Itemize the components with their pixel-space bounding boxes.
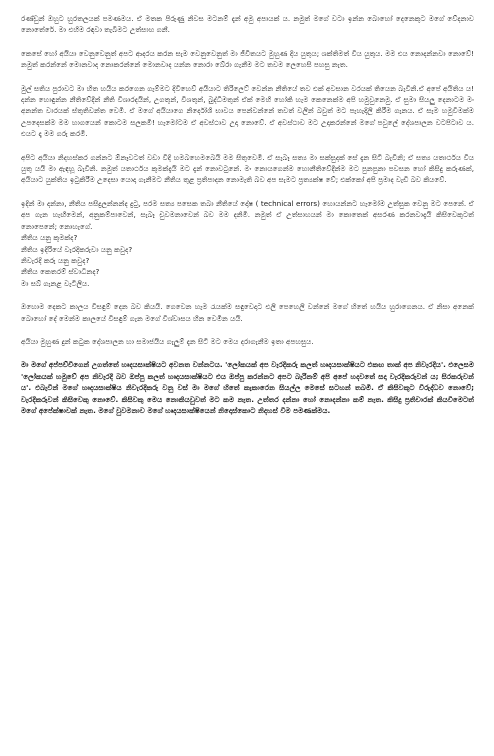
paragraph-4: අපිට අයියා නිදහස්කර ගන්නට ඕනෑවටත් වඩා විදි හමබහෙමබෙයි මම සිතුවෙමි. ඒ සැබෑ සත්‍ය මා සක්සුදක් සේ දැන සිටි බැවිනි; ඒ සත්‍ය යතාර්ථය විය යුතු යයි මා ඇඳහූ බැවිනි. නමුත් යතාර්ථය කුමක්දැයි මට දැන් නොවටුනේ. මං නොයගෙන්ම හොනීතිවේදීන්ම මට පුනපුනා පවසන හෝ කිසිදු කරුණක්, අයියාට යුක්තිය ඉටුකිරීම උදෙසා යොදා ගැනීමට නීතිය තුළ ප්‍රතිපාදන නොමැති බව අප සැමට ප්‍රත්‍යක්ෂ වේ; එක්කෝ අපි ප්‍රමාද වැඩි බව කියවේ. bbox=[21, 152, 474, 185]
paragraph-1: රණ්ඩුන් ඔහුට හුරතලයක් පමණමය. ඒ මතක පිරුණු නිවස මටනම් දැන් අමු අපායක් ය. නමුත් මගේ වටා ඉන්න බොහෝ දෙනෙකුට මගේ වේදනාව නොතේරේ. මා එහිම රඳවා තැබීමට උත්සාහ ගනී. bbox=[21, 14, 474, 35]
question-line: මා සබ් ගැනළ වැටිලිය. bbox=[21, 278, 90, 288]
paragraph-6: ඔහොම දෙකට කාලය විසඳුම් දෙන බව කියයි. ගෙවෙන හැම රැයක්ම සඳුවෙදාට එලි පෙහෙලි වන්නේ මගේ හිතේ හයිය හුරාගෙනය. ඒ නිසා අනෙක් බොහෝ දේ මෙන්ම කාලයේ විසඳුම් ගැන මගේ විශ්වාසය හීන වෙමින යයි. bbox=[21, 302, 474, 323]
question-line: නීතිය යනු කුමක්ද? bbox=[21, 233, 78, 243]
paragraph-7: අයියා මුහුණ දුන් කටුක දේශපාලන හා සමාජයීය ගැලුම් දැන සිටි මට මෙය දරාගැනීම ඉතා අපහසුය. bbox=[21, 336, 314, 346]
question-line: නීතිය ඉදිරියේ වැරදිකරුවා යනු කවුද? bbox=[21, 244, 133, 254]
question-list bbox=[21, 232, 474, 289]
question-line: නිවැරදි කරු යනු කවුද? bbox=[21, 255, 90, 265]
paragraph-3: මුල් සතිය පුරාවට මා හිත හයිය කරගෙන ගැම්මට දිවිහෙව් අයියාට තිරිලෙට් වෙන්න නීතියේ තව එක් අවසාන වරයක් තියෙන බැවිනි.ඒ අපේ අයිතිය ය! දන්න හොඳුන්න නීතිවේදීන් නීති විශාරදයින්, උගතුන්, විශතුන්, බුද්ධිමතුන් ඒක් මෙහි හෝකි හැම කෙනෙක්ම අපි හමුවුනෙමු. ඒ සුමා සියලු දෙනාටම මං අනන්ත වාරයක් ස්තුතිවන්ත වෙමි. ඒ මගේ අයියාගෙ නිර්දෝශි භාවය පෙන්වන්නේ තවත් වලින් බවුත් මට පැහැදිලි කිරීම ගැනය. ඒ සැම හමුවීමක්ම උපදෙසක්ම මම හාගයෙන් කොටම සලකමි! හැමෝටම ඒ අවස්ථාව උදා නොවේ. ඒ අවස්ථාව මට උදාකරන්නේ මගේ පවුලේ දේශපාලන වටපිටාව ය. එයට දෑ මම ගරු කරමි. bbox=[21, 83, 474, 139]
paragraph-8: මා මගේ අප්පච්චිගෙන් උගත්තේ හෘදයසාක්ෂියට අවනත වන්නටය. 'ලෝකයක් අප වැරදිකරු කලත් හෘදයසාක්ෂියට එකඟ තාක් අප නිවැරදිය'. එලෙසම 'ලෝකයක් හමුවේ අප නිවැරදි බව ඔප්පු කලත් හෘදයසාක්ෂියට එය ඔප්පු කරන්නට අපට බැරිනම් අපි අපේ හදවතේ සදා වැරදිකරුවන් ය; සිරකරුවන් ය'. එබැවින් මගේ හෘදයසාක්ෂිය නිවැරදිකරු වනු වස් මා මගේ හිතේ කැකාරෙන සියල්ල මෙසේ සටහන් තබමි. ඒ කිසිවකුට විරුද්ධව නොවේ; වැරදිකරුවන් කිසිවෙකු නොවේ. කිසිවකු මෙය නොකියවුවත් මට කම නැත. උත්තර දන්නා හෝ නොදන්නා කම් නැත. කිසිදු ප්‍රතිචාරක් කියවීමෙටත් මගේ අපේක්ෂාවක් නැත. මගේ වුවමනාව මගේ හෘදයසාක්ෂියෙන් නිදොස්කොට නිදහස් වීම පමණක්මය. bbox=[21, 360, 474, 415]
paragraph-2: කෙසේ හෝ අයියා වෙනුවෙනුත් අපට ආදරය කරන සැම වෙනුවෙනුත් මා ජීවිතයට මුහුණ දිය යුතුය; ශක්තිමත් විය යුතුය. මම එය නොදන්නවා නොවේ! නමුත් කරන්නේ මොනවාද නොකරන්නේ මොනවාද යන්න නොරා බේරා ගැනීම මට තවම ලෙහෙසි පහසු නැත. bbox=[21, 48, 474, 70]
question-line: නීතිය කෙතරම් ස්වාධීනද? bbox=[21, 267, 100, 277]
paragraph-5: ඉදින් මා දන්නා, නීතිය පසිදුලන්නන්ද දුටු, පරම සත්‍ය පසෙක තබා නීතියේ දෝෂ ( technical errors) හොයන්නට හැමෝම උත්සුක වෙනු මට පෙනේ. ඒ අප ගැන හැඟීමෙන්, අනුකම්පාවෙන්, සැබෑ චුවමනාවෙන් බව මම දනිමි. නමුත් ඒ උත්සාහයන් මා කොතෙක් අසරණ කරනවාදැයි කිසිවෙකුටත් නොපෙනේ; නොහැගේ. bbox=[21, 198, 474, 231]
